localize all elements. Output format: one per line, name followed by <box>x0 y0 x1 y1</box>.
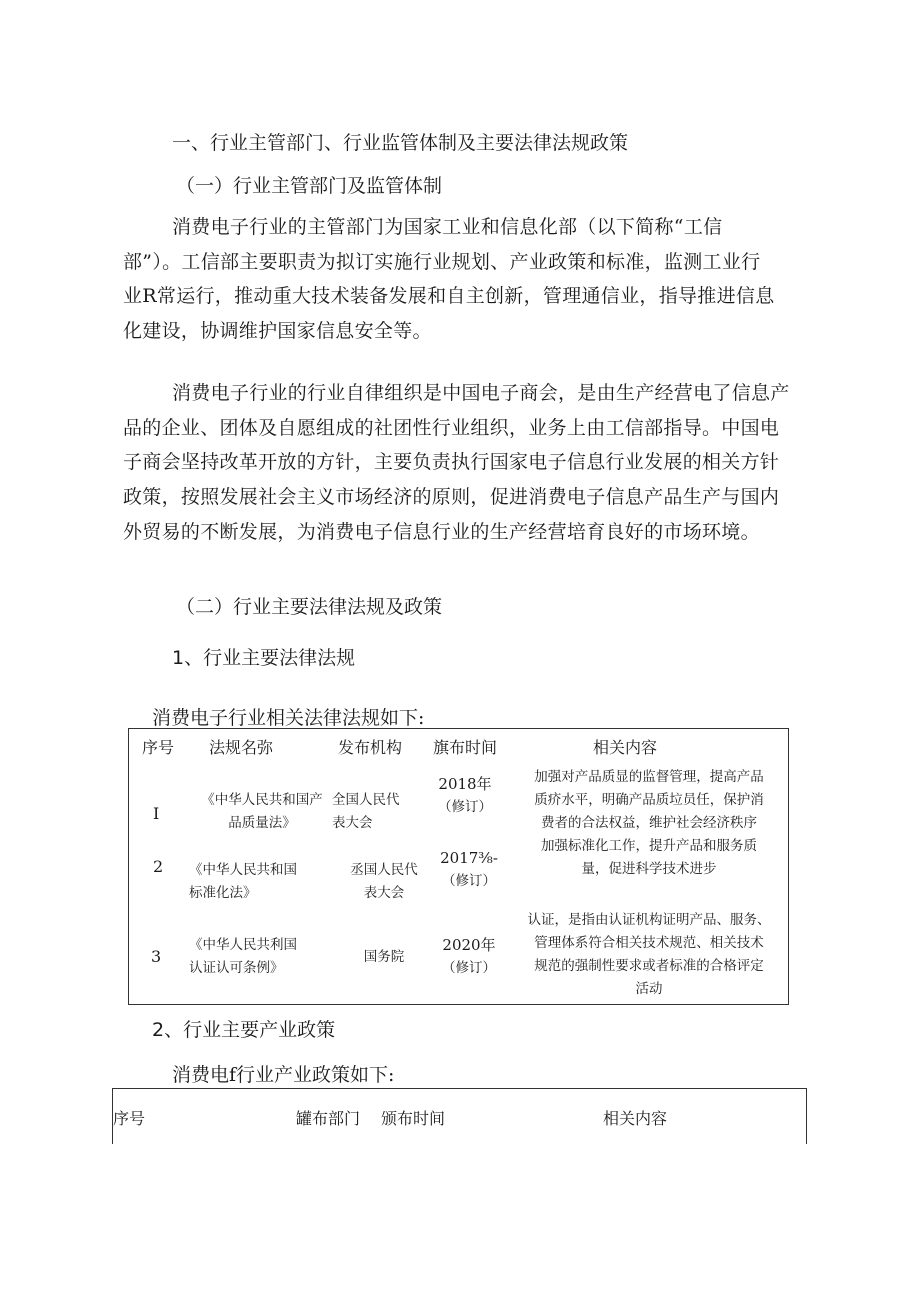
paragraph-line: 化建设，协调维护国家信息安全等。 <box>123 320 432 343</box>
cell-line: 加强对产品质显的监督管理，提高产品 <box>534 769 764 785</box>
table1-intro: 消费电子行业相关法律法规如下: <box>152 707 425 729</box>
cell-line: 认证，是指由认证机构证明产品、服务、 <box>527 912 771 928</box>
subsection-title-2-2: 2、行业主要产业政策 <box>152 1019 336 1041</box>
cell-line: 2017⅜- <box>440 849 498 867</box>
cell-line: （修订） <box>442 873 496 889</box>
issuing-body <box>339 859 429 905</box>
cell-line: 管理体系符合相关技术规范、相关技术 <box>534 935 764 951</box>
cell-line: 《中华人民共利国 <box>189 937 297 953</box>
paragraph-line: 部”）。工信部主要职责为拟订实施行业规划、产业政策和标准，监测工业行 <box>123 250 761 273</box>
law-name <box>189 859 329 905</box>
table-header: 序号 <box>113 1109 146 1128</box>
issuing-body <box>339 946 429 969</box>
cell-line: 费者的合法权益，维护社会经济秩序 <box>541 815 757 831</box>
cell-line: 表大会 <box>363 885 405 901</box>
table2-intro: 消费电f行业产业政策如下: <box>172 1064 395 1086</box>
paragraph-line: 外贸易的不断发展，为消费电子信息行业的生产经营培育良好的市场环境。 <box>123 520 760 543</box>
cell-line: （修订） <box>438 799 492 815</box>
issue-time <box>431 934 507 980</box>
cell-line: 品质量法》 <box>228 815 296 831</box>
issue-time <box>427 773 503 819</box>
cell-line: 《中华人民共和国产 <box>201 792 323 808</box>
paragraph-line: 消费电子行业的主管部门为国家工业和信息化部（以下简称“工信 <box>172 216 723 238</box>
cell-line: 标准化法》 <box>189 885 257 901</box>
row-number: 3 <box>151 947 162 966</box>
laws-table <box>128 728 789 1005</box>
subsection-title-2: （二）行业主要法律法规及政策 <box>176 596 443 618</box>
paragraph-regulator <box>123 210 803 349</box>
paragraph-self-regulation <box>123 376 803 550</box>
related-content <box>509 766 789 835</box>
cell-line: 全国人民代 <box>332 792 400 808</box>
cell-line: 表大会 <box>332 815 373 831</box>
subsection-title-2-1: 1、行业主要法律法规 <box>172 647 356 669</box>
law-name <box>187 789 337 835</box>
table-header: 旗布时间 <box>433 738 498 757</box>
cell-line: 《中华人民共和国 <box>189 862 297 878</box>
cell-line: 国务院 <box>363 949 405 965</box>
law-name <box>189 934 329 980</box>
cell-line: 加强标准化工作，提升产品和服务质 <box>541 838 757 854</box>
table-header: 发布机构 <box>338 738 403 757</box>
table-header: 颁布时间 <box>381 1109 446 1128</box>
cell-line: 认证认可条例》 <box>189 960 284 976</box>
paragraph-line: 政策，按照发展社会主义市场经济的原则，促进消费电子信息产品生产与国内 <box>123 486 780 509</box>
table-header: 相关内容 <box>603 1109 668 1128</box>
cell-line: 质疥水平，明确产品质垃员任，保护消 <box>534 792 764 808</box>
section-title: 一、行业主管部门、行业监管体制及主要法律法规政策 <box>172 132 629 154</box>
policies-table <box>112 1088 807 1144</box>
paragraph-line: 业R常运行，推动重大技术装备发展和自主创新，管理通信业，指导推进信息 <box>123 285 775 308</box>
table-header: 法规名弥 <box>209 738 274 757</box>
paragraph-line: 子商会坚持改革开放的方针，主要负责执行国家电子信息行业发展的相关方针 <box>123 451 780 474</box>
issue-time <box>431 847 507 893</box>
issuing-body <box>332 789 436 835</box>
row-number: 2 <box>153 857 164 876</box>
row-number: I <box>153 804 160 823</box>
table-header: 序号 <box>142 738 175 757</box>
cell-line: 量，促进科学技术进步 <box>581 861 717 877</box>
cell-line: 2020年 <box>442 936 496 954</box>
related-content <box>509 909 789 1001</box>
cell-line: 2018年 <box>438 775 492 793</box>
cell-line: 规范的强制性要求或者标准的合格评定 <box>534 958 764 974</box>
cell-line: 丞国人民代 <box>350 862 418 878</box>
related-content <box>509 835 789 881</box>
table-header: 罐布部门 <box>296 1109 361 1128</box>
subsection-title-1: （一）行业主管部门及监管体制 <box>176 175 443 197</box>
cell-line: （修订） <box>442 960 496 976</box>
cell-line: 活动 <box>635 981 663 997</box>
table-header: 相关内容 <box>593 738 658 757</box>
paragraph-line: 消费电子行业的行业自律组织是中国电子商会，是由生产经营电了信息产 <box>172 382 790 404</box>
paragraph-line: 品的企业、团体及自愿组成的社团性行业组织，业务上由工信部指导。中国电 <box>123 416 780 439</box>
